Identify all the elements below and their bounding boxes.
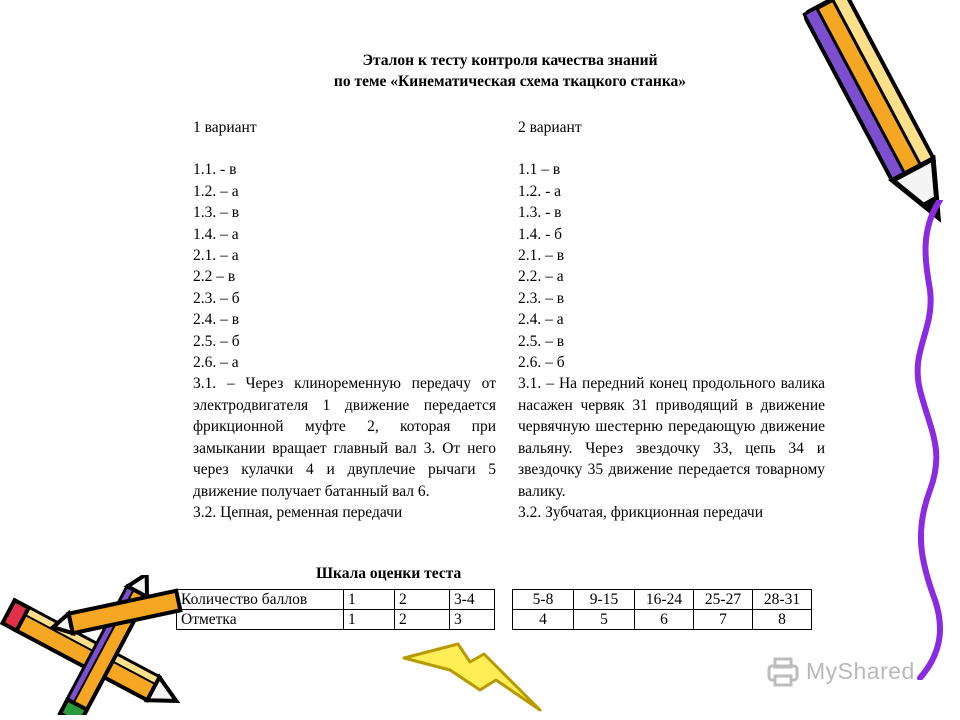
table-cell: 9-15 (574, 590, 635, 610)
scale-title: Шкала оценки теста (316, 565, 462, 582)
variant-1-column (193, 117, 496, 523)
answer-3-2: 3.2. Цепная, ременная передачи (193, 503, 403, 521)
document-title (280, 50, 740, 92)
table-cell: 8 (753, 610, 812, 630)
title-line-2: по теме «Кинематическая схема ткацкого станка» (333, 73, 687, 90)
row-label-mark: Отметка (177, 610, 344, 630)
variant-1-heading: 1 вариант (193, 119, 257, 136)
wave-path (918, 200, 940, 678)
printer-icon (766, 656, 800, 688)
table-row (513, 590, 812, 610)
answer-line: 2.5. – в (518, 332, 565, 350)
answer-line: 1.4. - б (518, 225, 563, 243)
table-cell: 3-4 (450, 590, 495, 610)
answer-line: 1.2. - а (518, 182, 562, 200)
table-cell: 28-31 (753, 590, 812, 610)
answer-line: 2.6. – а (193, 354, 239, 372)
table-cell: 3 (450, 610, 495, 630)
answer-line: 2.4. – в (193, 311, 240, 329)
pencils-icon (0, 575, 190, 715)
table-cell: 5 (574, 610, 635, 630)
table-cell: 7 (694, 610, 753, 630)
table-cell: 16-24 (635, 590, 694, 610)
variant-2-column (518, 117, 825, 523)
answer-line: 1.3. - в (518, 204, 562, 222)
answer-line: 2.5. – б (193, 332, 240, 350)
table-cell: 5-8 (513, 590, 574, 610)
table-cell: 2 (395, 610, 450, 630)
grade-table-right (512, 589, 812, 630)
answer-line: 2.3. – в (518, 289, 565, 307)
table-row (177, 610, 495, 630)
answer-line: 1.3. – в (193, 204, 240, 222)
table-cell: 6 (635, 610, 694, 630)
answer-3-2: 3.2. Зубчатая, фрикционная передачи (518, 503, 763, 521)
table-cell: 1 (344, 590, 395, 610)
watermark-text: MyShared (806, 658, 915, 684)
grade-table-left (176, 589, 495, 630)
variant-2-heading: 2 вариант (518, 119, 582, 136)
wave-line-icon (900, 200, 960, 680)
answer-line: 2.2 – в (193, 268, 236, 286)
row-label-scores: Количество баллов (177, 590, 344, 610)
title-line-1: Эталон к тесту контроля качества знаний (362, 52, 658, 69)
table-cell: 25-27 (694, 590, 753, 610)
table-cell: 1 (344, 610, 395, 630)
answer-3-1: 3.1. – На передний конец продольного валика насажен червяк 31 приводящий в движение червячную шестерню передающую движение вальяну. Через звездочку 33, цепь 34 и звездочку 35 движение передается товарному валику. (518, 375, 825, 500)
answer-line: 2.6. – б (518, 354, 565, 372)
answer-3-1: 3.1. – Через клиноременную передачу от электродвигателя 1 движение передается фрикционной муфте 2, которая при замыкании вращает главный вал 3. От него через кулачки 4 и двуплечие рычаги 5 движение получает батанный вал 6. (193, 375, 496, 500)
table-cell: 4 (513, 610, 574, 630)
answer-line: 2.2. – а (518, 268, 564, 286)
table-row (177, 590, 495, 610)
table-cell: 2 (395, 590, 450, 610)
lightning-icon (400, 640, 545, 715)
answer-line: 1.2. – а (193, 182, 239, 200)
answer-line: 2.3. – б (193, 289, 240, 307)
answer-line: 2.1. – а (193, 247, 239, 265)
answer-line: 2.1. – в (518, 247, 565, 265)
lightning-shape (404, 644, 540, 710)
answer-line: 1.1 – в (518, 161, 561, 179)
table-row (513, 610, 812, 630)
answer-line: 1.1. - в (193, 161, 237, 179)
answer-line: 2.4. – а (518, 311, 564, 329)
answer-line: 1.4. – а (193, 225, 239, 243)
